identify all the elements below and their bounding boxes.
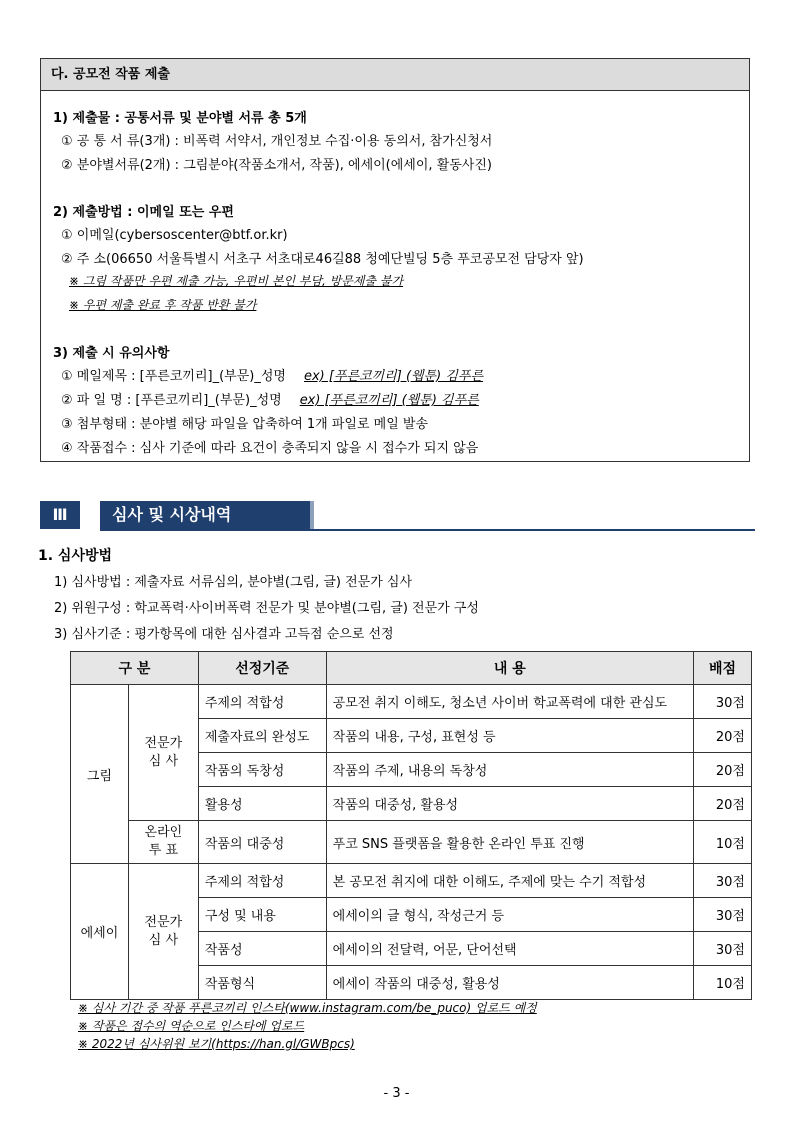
expert-review-cell (128, 685, 198, 821)
section-heading (40, 499, 755, 531)
caution-attachment: ③ 첨부형태 : 분야별 해당 파일을 압축하여 1개 파일로 메일 발송 (61, 417, 429, 432)
mail-note: ※ 그림 작품만 우편 제출 가능, 우편비 본인 부담, 방문제출 불가 (69, 274, 404, 288)
caution-text: ① 메일제목 : [푸른코끼리]_(부문)_성명 (61, 369, 286, 384)
header-content: 내 용 (326, 652, 693, 685)
score-cell: 20점 (694, 719, 752, 753)
score-cell: 20점 (694, 787, 752, 821)
table-row (71, 685, 752, 719)
content-cell: 에세이의 전달력, 어문, 단어선택 (326, 932, 693, 966)
criterion-cell: 구성 및 내용 (198, 898, 326, 932)
content-cell: 에세이 작품의 대중성, 활용성 (326, 966, 693, 1000)
online-vote-cell (128, 821, 198, 864)
page-number: - 3 - (383, 1086, 410, 1101)
criteria-item: 3) 심사기준 : 평가항목에 대한 심사결과 고득점 순으로 선정 (54, 627, 394, 642)
criterion-cell: 작품형식 (198, 966, 326, 1000)
committee-item: 2) 위원구성 : 학교폭력·사이버폭력 전문가 및 분야별(그림, 글) 전문가 구성 (54, 601, 479, 616)
content-cell: 본 공모전 취지에 대한 이해도, 주제에 맞는 수기 적합성 (326, 864, 693, 898)
caution-example: ex) [푸른코끼리] (웹툰) 김푸른 (299, 393, 479, 408)
review-heading: 1. 심사방법 (38, 548, 113, 564)
score-cell: 30점 (694, 685, 752, 719)
content-cell: 푸코 SNS 플랫폼을 활용한 온라인 투표 진행 (326, 821, 693, 864)
expert-review-cell (128, 864, 198, 1000)
content-cell: 작품의 주제, 내용의 독창성 (326, 753, 693, 787)
caution-acceptance: ④ 작품접수 : 심사 기준에 따라 요건이 충족되지 않을 시 접수가 되지 않음 (61, 441, 479, 456)
footnote-judges: ※ 2022년 심사위원 보기(https://han.gl/GWBpcs) (78, 1037, 355, 1051)
review-method-item: 1) 심사방법 : 제출자료 서류심의, 분야별(그림, 글) 전문가 심사 (54, 575, 413, 590)
content-cell: 작품의 내용, 구성, 표현성 등 (326, 719, 693, 753)
header-category: 구 분 (71, 652, 199, 685)
score-cell: 10점 (694, 821, 752, 864)
criterion-cell: 활용성 (198, 787, 326, 821)
submission-method-title: 2) 제출방법 : 이메일 또는 우편 (53, 205, 234, 220)
email-line: ① 이메일(cybersoscenter@btf.or.kr) (61, 228, 288, 243)
criterion-cell: 작품의 독창성 (198, 753, 326, 787)
group-drawing: 그림 (71, 685, 129, 864)
online-label-1: 온라인 (144, 825, 183, 840)
score-cell: 10점 (694, 966, 752, 1000)
submission-header: 다. 공모전 작품 제출 (41, 59, 749, 91)
submission-items-title: 1) 제출물 : 공통서류 및 분야별 서류 총 5개 (53, 111, 307, 126)
expert-label-2: 심 사 (148, 753, 179, 769)
expert-label-2: 심 사 (148, 932, 179, 948)
content-cell: 에세이의 글 형식, 작성근거 등 (326, 898, 693, 932)
table-row (71, 821, 752, 864)
content-cell: 작품의 대중성, 활용성 (326, 787, 693, 821)
table-header-row (71, 652, 752, 685)
caution-example: ex) [푸른코끼리] (웹툰) 김푸른 (303, 369, 484, 384)
evaluation-table (70, 651, 752, 1000)
table-row (71, 864, 752, 898)
online-label-2: 투 표 (148, 843, 179, 858)
section-underline (100, 529, 755, 531)
criterion-cell: 작품성 (198, 932, 326, 966)
cautions-title: 3) 제출 시 유의사항 (53, 346, 170, 361)
return-note: ※ 우편 제출 완료 후 작품 반환 불가 (69, 298, 257, 312)
caution-mail-subject (61, 365, 483, 384)
score-cell: 30점 (694, 864, 752, 898)
group-essay: 에세이 (71, 864, 129, 1000)
section-number: Ⅲ (40, 501, 80, 529)
section-title: 심사 및 시상내역 (100, 501, 310, 529)
submission-box (40, 58, 750, 462)
common-documents-line: ① 공 통 서 류(3개) : 비폭력 서약서, 개인정보 수집·이용 동의서, 참가신청서 (61, 134, 493, 149)
expert-label-1: 전문가 (144, 735, 183, 751)
footnote-order: ※ 작품은 접수의 역순으로 인스타에 업로드 (78, 1019, 305, 1033)
address-line: ② 주 소(06650 서울특별시 서초구 서초대로46길88 청예단빌딩 5층 푸코공모전 담당자 앞) (61, 252, 584, 267)
score-cell: 20점 (694, 753, 752, 787)
section-title-shadow (310, 501, 314, 529)
content-cell: 공모전 취지 이해도, 청소년 사이버 학교폭력에 대한 관심도 (326, 685, 693, 719)
criterion-cell: 작품의 대중성 (198, 821, 326, 864)
header-criterion: 선정기준 (198, 652, 326, 685)
criterion-cell: 제출자료의 완성도 (198, 719, 326, 753)
caution-file-name (61, 389, 479, 408)
criterion-cell: 주제의 적합성 (198, 685, 326, 719)
score-cell: 30점 (694, 932, 752, 966)
footnote-instagram: ※ 심사 기간 중 작품 푸른코끼리 인스타(www.instagram.com/be_puco) 업로드 예정 (78, 1001, 537, 1015)
header-score: 배점 (694, 652, 752, 685)
criterion-cell: 주제의 적합성 (198, 864, 326, 898)
field-documents-line: ② 분야별서류(2개) : 그림분야(작품소개서, 작품), 에세이(에세이, 활동사진) (61, 158, 492, 173)
score-cell: 30점 (694, 898, 752, 932)
expert-label-1: 전문가 (144, 914, 183, 930)
caution-text: ② 파 일 명 : [푸른코끼리]_(부문)_성명 (61, 393, 282, 408)
